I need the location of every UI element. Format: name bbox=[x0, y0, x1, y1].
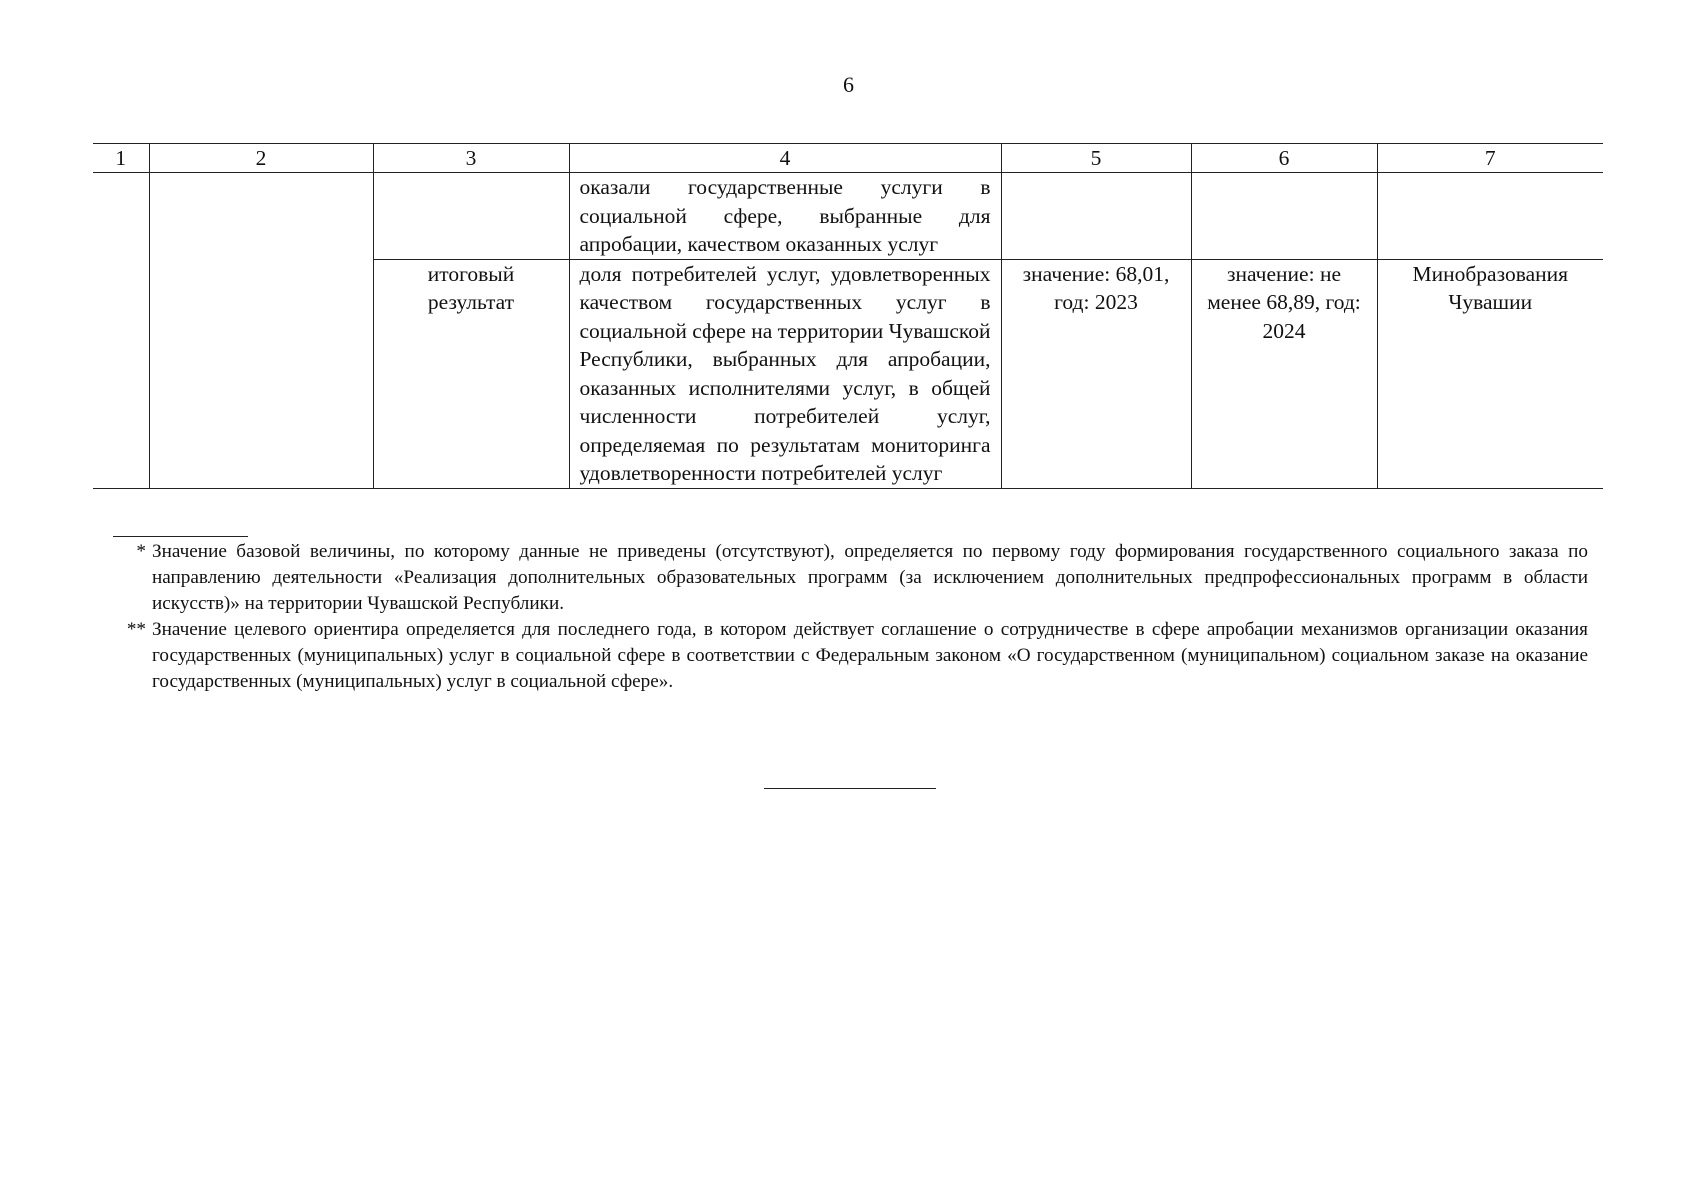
table-cell-col5 bbox=[1001, 173, 1191, 260]
indicators-table bbox=[93, 143, 1603, 489]
footnote-2 bbox=[116, 617, 1588, 695]
table-cell-col7 bbox=[1377, 173, 1603, 260]
continuation-indicator-text: оказали государственные услуги в социальной сфере, выбранные для апробации, качеством оказанных услуг bbox=[569, 173, 1001, 260]
table-header-row bbox=[93, 144, 1603, 173]
footnote-mark-1: * bbox=[136, 541, 146, 562]
target-value: значение: не менее 68,89, год: 2024 bbox=[1191, 259, 1377, 488]
footnote-separator bbox=[113, 536, 248, 537]
footnote-mark-2: ** bbox=[126, 619, 146, 640]
footnote-text-2: Значение целевого ориентира определяется для последнего года, в котором действует соглашение о сотрудничестве в сфере апробации механизмов организации оказания государственных (муниципальных) услуг в социальной сфере в соответствии с Федеральным законом «О государственном (муниципальном) социальном заказе на оказание государственных (муниципальных) услуг в социальной сфере». bbox=[152, 619, 1588, 692]
column-header-1: 1 bbox=[93, 144, 149, 173]
table-cell-col3 bbox=[373, 173, 569, 260]
responsible-body: Минобразования Чувашии bbox=[1377, 259, 1603, 488]
table-cell-col2 bbox=[149, 173, 373, 489]
end-of-document-rule bbox=[764, 788, 936, 789]
table-row bbox=[93, 173, 1603, 260]
indicator-description: доля потребителей услуг, удовлетворенных качеством государственных услуг в социальной сфере на территории Чувашской Республики, выбранных для апробации, оказанных исполнителями услуг, в общей численности потребителей услуг, определяемая по результатам мониторинга удовлетворенности потребителей услуг bbox=[569, 259, 1001, 488]
column-header-3: 3 bbox=[373, 144, 569, 173]
column-header-6: 6 bbox=[1191, 144, 1377, 173]
page-number: 6 bbox=[843, 72, 854, 97]
footnote-1 bbox=[116, 539, 1588, 617]
base-value: значение: 68,01, год: 2023 bbox=[1001, 259, 1191, 488]
column-header-7: 7 bbox=[1377, 144, 1603, 173]
footnote-text-1: Значение базовой величины, по которому данные не приведены (отсутствуют), определяется по первому году формирования государственного социального заказа по направлению деятельности «Реализация дополнительных образовательных программ (за исключением дополнительных предпрофессиональных программ в области искусств)» на территории Чувашской Республики. bbox=[152, 541, 1588, 614]
result-type-label: итоговый результат bbox=[373, 259, 569, 488]
table-cell-col1 bbox=[93, 173, 149, 489]
footnotes bbox=[116, 539, 1588, 695]
table-cell-col6 bbox=[1191, 173, 1377, 260]
column-header-4: 4 bbox=[569, 144, 1001, 173]
column-header-2: 2 bbox=[149, 144, 373, 173]
column-header-5: 5 bbox=[1001, 144, 1191, 173]
